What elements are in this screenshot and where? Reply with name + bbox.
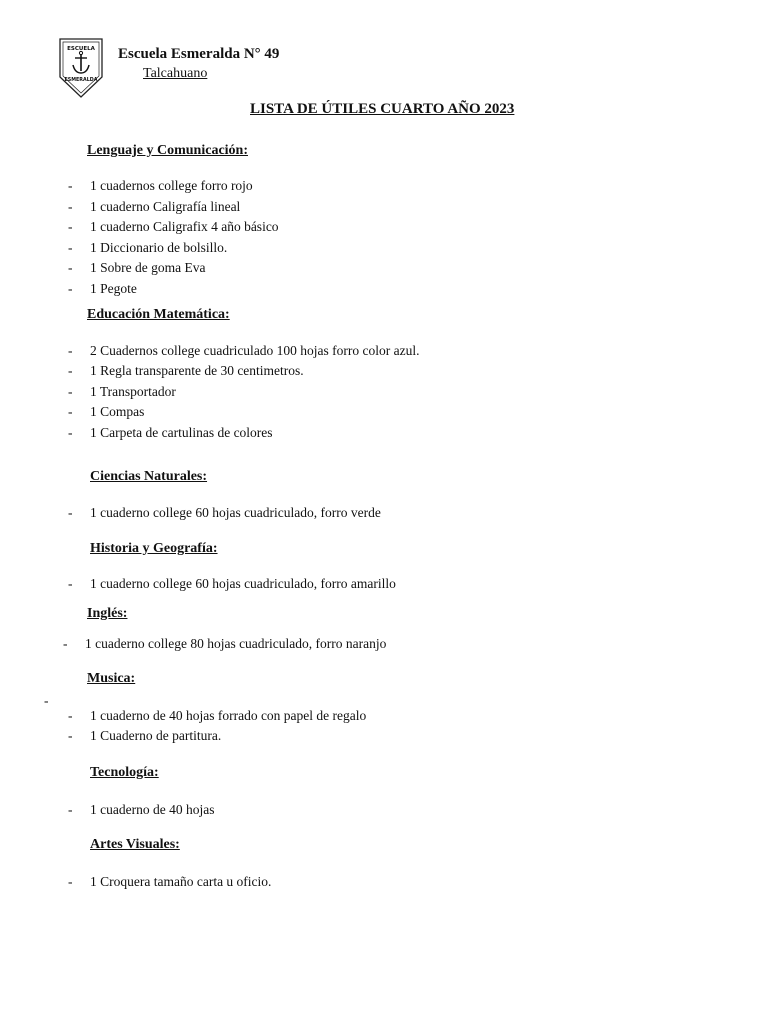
school-city: Talcahuano (143, 66, 208, 81)
list-item: 1 cuaderno college 60 hojas cuadriculado, forro verde (90, 505, 381, 520)
bullet-dash: - (68, 505, 73, 520)
list-item: 1 cuaderno de 40 hojas forrado con papel de regalo (90, 708, 367, 723)
bullet-dash: - (68, 874, 73, 889)
logo-bottom-text: ESMERALDA (64, 78, 98, 83)
bullet-dash: - (68, 240, 73, 255)
school-shield-anchor-icon (58, 37, 104, 99)
section-heading-tecnologia: Tecnología: (90, 765, 159, 780)
bullet-dash: - (68, 260, 73, 275)
bullet-dash: - (68, 425, 73, 440)
list-item: 1 Transportador (90, 384, 176, 399)
list-item: 1 Diccionario de bolsillo. (90, 240, 228, 255)
bullet-dash: - (68, 708, 73, 723)
bullet-dash: - (63, 636, 68, 651)
document-title: LISTA DE ÚTILES CUARTO AÑO 2023 (250, 101, 515, 117)
logo-top-text: ESCUELA (67, 46, 95, 52)
stray-dash: - (44, 693, 49, 708)
bullet-dash: - (68, 384, 73, 399)
section-heading-artes: Artes Visuales: (90, 837, 180, 852)
bullet-dash: - (68, 281, 73, 296)
list-item: 1 Sobre de goma Eva (90, 260, 206, 275)
bullet-dash: - (68, 802, 73, 817)
list-item: 1 cuaderno Caligrafix 4 año básico (90, 219, 279, 234)
list-item: 1 Compas (90, 404, 145, 419)
list-item: 1 Carpeta de cartulinas de colores (90, 425, 273, 440)
section-heading-lenguaje: Lenguaje y Comunicación: (87, 143, 248, 158)
list-item: 1 Regla transparente de 30 centimetros. (90, 363, 304, 378)
list-item: 1 Pegote (90, 281, 137, 296)
section-heading-matematica: Educación Matemática: (87, 307, 230, 322)
section-heading-musica: Musica: (87, 671, 136, 686)
section-heading-ingles: Inglés: (87, 606, 128, 621)
list-item: 1 cuaderno college 80 hojas cuadriculado, forro naranjo (85, 636, 387, 651)
bullet-dash: - (68, 363, 73, 378)
bullet-dash: - (68, 576, 73, 591)
section-heading-historia: Historia y Geografía: (90, 541, 218, 556)
bullet-dash: - (68, 199, 73, 214)
bullet-dash: - (68, 178, 73, 193)
list-item: 1 cuaderno Caligrafía lineal (90, 199, 241, 214)
list-item: 1 Croquera tamaño carta u oficio. (90, 874, 272, 889)
list-item: 1 cuadernos college forro rojo (90, 178, 253, 193)
bullet-dash: - (68, 728, 73, 743)
bullet-dash: - (68, 219, 73, 234)
list-item: 2 Cuadernos college cuadriculado 100 hojas forro color azul. (90, 343, 420, 358)
list-item: 1 cuaderno college 60 hojas cuadriculado, forro amarillo (90, 576, 396, 591)
school-name: Escuela Esmeralda N° 49 (118, 46, 280, 62)
school-logo (58, 37, 104, 99)
list-item: 1 cuaderno de 40 hojas (90, 802, 215, 817)
bullet-dash: - (68, 404, 73, 419)
section-heading-ciencias: Ciencias Naturales: (90, 469, 208, 484)
bullet-dash: - (68, 343, 73, 358)
list-item: 1 Cuaderno de partitura. (90, 728, 222, 743)
